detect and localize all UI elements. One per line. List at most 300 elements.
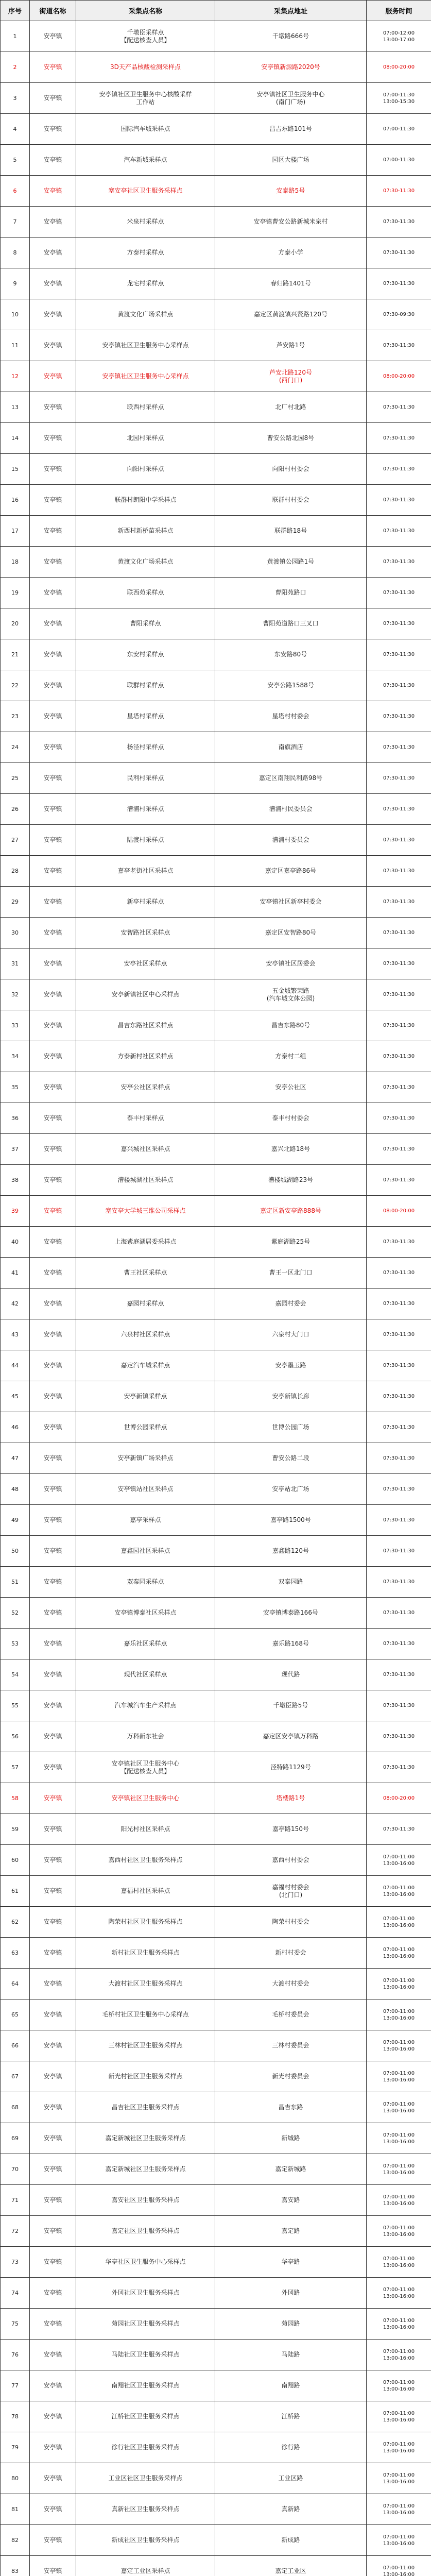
cell-street: 安亭镇 (30, 1289, 76, 1319)
cell-site-address: 嘉定新城路 (215, 2154, 367, 2185)
cell-site-address: 现代路 (215, 1659, 367, 1690)
cell-street: 安亭镇 (30, 2092, 76, 2123)
cell-site-address: 安亭镇社区居委会 (215, 948, 367, 979)
cell-street: 安亭镇 (30, 2463, 76, 2494)
table-row (1, 2401, 431, 2432)
cell-street: 安亭镇 (30, 1721, 76, 1752)
cell-index: 5 (1, 145, 30, 176)
cell-index: 17 (1, 516, 30, 547)
cell-site-name: 新光村社区卫生服务采样点 (76, 2061, 215, 2092)
header-index: 序号 (1, 1, 30, 21)
cell-service-time: 07:30-11:30 (367, 1289, 431, 1319)
cell-street: 安亭镇 (30, 1814, 76, 1845)
cell-index: 70 (1, 2154, 30, 2185)
table-row (1, 2556, 431, 2576)
cell-site-address: 曹王一区北门口 (215, 1258, 367, 1289)
header-site-name: 采集点名称 (76, 1, 215, 21)
cell-site-name: 嘉定社区卫生服务采样点 (76, 2216, 215, 2247)
cell-street: 安亭镇 (30, 2401, 76, 2432)
cell-service-time: 07:30-11:30 (367, 1659, 431, 1690)
cell-street: 安亭镇 (30, 485, 76, 516)
table-row (1, 2154, 431, 2185)
cell-site-name: 江桥社区卫生服务采样点 (76, 2401, 215, 2432)
table-row (1, 114, 431, 145)
cell-index: 82 (1, 2525, 30, 2556)
cell-site-address: 工业区路 (215, 2463, 367, 2494)
cell-index: 52 (1, 1598, 30, 1629)
cell-index: 72 (1, 2216, 30, 2247)
cell-site-address: 毛桥村委员会 (215, 1999, 367, 2030)
cell-service-time: 07:30-11:30 (367, 979, 431, 1010)
cell-street: 安亭镇 (30, 2216, 76, 2247)
table-row (1, 1443, 431, 1474)
table-row (1, 1196, 431, 1227)
cell-index: 4 (1, 114, 30, 145)
table-row (1, 1041, 431, 1072)
cell-street: 安亭镇 (30, 1319, 76, 1350)
cell-site-name: 杨泾村采样点 (76, 732, 215, 763)
cell-site-address: 安亭镇社区新亭村委会 (215, 887, 367, 918)
cell-site-address: 嘉定区南翔民利路98号 (215, 763, 367, 794)
cell-site-address: 新成路 (215, 2525, 367, 2556)
cell-service-time: 07:30-11:30 (367, 1721, 431, 1752)
table-row (1, 639, 431, 670)
cell-site-name: 安亭新镇采样点 (76, 1381, 215, 1412)
cell-site-address: 方泰小学 (215, 238, 367, 268)
cell-index: 32 (1, 979, 30, 1010)
cell-street: 安亭镇 (30, 2154, 76, 2185)
cell-site-address: 嘉定区安智路80号 (215, 918, 367, 948)
cell-site-address: 曹安公路北园8号 (215, 423, 367, 454)
table-row (1, 1598, 431, 1629)
table-row (1, 1783, 431, 1814)
cell-service-time: 08:00-20:00 (367, 1196, 431, 1227)
cell-service-time: 07:30-11:30 (367, 268, 431, 299)
cell-index: 21 (1, 639, 30, 670)
cell-index: 16 (1, 485, 30, 516)
cell-index: 66 (1, 2030, 30, 2061)
cell-service-time: 07:30-11:30 (367, 1041, 431, 1072)
cell-site-address: 五金城繁荣路 (汽车城文体公园) (215, 979, 367, 1010)
cell-service-time: 07:30-11:30 (367, 856, 431, 887)
table-row (1, 578, 431, 608)
cell-index: 10 (1, 299, 30, 330)
cell-service-time: 07:30-11:30 (367, 1227, 431, 1258)
cell-service-time: 07:00-11:00 13:00-16:00 (367, 2247, 431, 2278)
cell-service-time: 07:30-11:30 (367, 887, 431, 918)
cell-site-name: 汽车新城采样点 (76, 145, 215, 176)
cell-street: 安亭镇 (30, 856, 76, 887)
cell-site-address: 泰丰村村委会 (215, 1103, 367, 1134)
cell-street: 安亭镇 (30, 1041, 76, 1072)
cell-site-address: 双秦园路 (215, 1567, 367, 1598)
cell-site-address: 外冈路 (215, 2278, 367, 2309)
cell-index: 23 (1, 701, 30, 732)
cell-site-address: 新光村委员会 (215, 2061, 367, 2092)
header-site-address: 采集点地址 (215, 1, 367, 21)
cell-street: 安亭镇 (30, 1227, 76, 1258)
cell-site-name: 泰丰村采样点 (76, 1103, 215, 1134)
table-row (1, 1629, 431, 1659)
cell-street: 安亭镇 (30, 2185, 76, 2216)
cell-site-name: 漕浦村采样点 (76, 794, 215, 825)
table-row (1, 485, 431, 516)
cell-site-name: 大渡村社区卫生服务采样点 (76, 1969, 215, 1999)
cell-street: 安亭镇 (30, 887, 76, 918)
table-row (1, 1227, 431, 1258)
cell-site-address: 江桥路 (215, 2401, 367, 2432)
cell-site-address: 安亭镇博泰路166号 (215, 1598, 367, 1629)
cell-service-time: 07:30-11:30 (367, 238, 431, 268)
cell-service-time: 07:30-11:30 (367, 1381, 431, 1412)
table-row (1, 392, 431, 423)
cell-service-time: 07:00-11:30 (367, 145, 431, 176)
cell-service-time: 07:30-11:30 (367, 948, 431, 979)
cell-index: 30 (1, 918, 30, 948)
cell-site-address: 新村村委会 (215, 1938, 367, 1969)
cell-service-time: 07:00-11:00 13:00-16:00 (367, 2216, 431, 2247)
cell-street: 安亭镇 (30, 701, 76, 732)
cell-service-time: 07:00-11:00 13:00-16:00 (367, 1876, 431, 1907)
cell-index: 73 (1, 2247, 30, 2278)
cell-site-name: 龙宅村采样点 (76, 268, 215, 299)
cell-site-address: 泾特路1129号 (215, 1752, 367, 1783)
cell-site-address: 徐行路 (215, 2432, 367, 2463)
cell-site-name: 新西村新桥苗采样点 (76, 516, 215, 547)
cell-site-name: 徐行社区卫生服务采样点 (76, 2432, 215, 2463)
cell-service-time: 07:00-11:00 13:00-16:00 (367, 2309, 431, 2340)
cell-site-name: 北园村采样点 (76, 423, 215, 454)
cell-site-address: 嘉定路 (215, 2216, 367, 2247)
cell-site-name: 新村社区卫生服务采样点 (76, 1938, 215, 1969)
cell-service-time: 07:30-11:30 (367, 639, 431, 670)
cell-site-address: 安亭镇曹安公路新城米泉村 (215, 207, 367, 238)
cell-index: 37 (1, 1134, 30, 1165)
cell-site-name: 黄渡文化广场采样点 (76, 547, 215, 578)
table-row (1, 1381, 431, 1412)
cell-site-name: 米泉村采样点 (76, 207, 215, 238)
cell-service-time: 07:30-11:30 (367, 207, 431, 238)
cell-site-address: 昌吉东路 (215, 2092, 367, 2123)
cell-street: 安亭镇 (30, 52, 76, 83)
cell-service-time: 07:30-11:30 (367, 1814, 431, 1845)
cell-index: 24 (1, 732, 30, 763)
cell-site-name: 华亭社区卫生服务中心采样点 (76, 2247, 215, 2278)
cell-site-address: 嘉园村委会 (215, 1289, 367, 1319)
cell-index: 31 (1, 948, 30, 979)
cell-street: 安亭镇 (30, 1196, 76, 1227)
cell-index: 80 (1, 2463, 30, 2494)
cell-site-address: 嘉定区嘉亭路86号 (215, 856, 367, 887)
table-row (1, 2494, 431, 2525)
cell-service-time: 07:00-11:00 13:00-16:00 (367, 2432, 431, 2463)
cell-street: 安亭镇 (30, 176, 76, 207)
table-row (1, 207, 431, 238)
table-row (1, 1350, 431, 1381)
cell-site-address: 千墩臣路5号 (215, 1690, 367, 1721)
cell-index: 2 (1, 52, 30, 83)
cell-site-name: 昌吉社区卫生服务采样点 (76, 2092, 215, 2123)
cell-street: 安亭镇 (30, 1412, 76, 1443)
cell-service-time: 08:00-20:00 (367, 52, 431, 83)
cell-site-address: 菊园路 (215, 2309, 367, 2340)
table-row (1, 856, 431, 887)
table-row (1, 1907, 431, 1938)
cell-street: 安亭镇 (30, 207, 76, 238)
cell-street: 安亭镇 (30, 2340, 76, 2370)
cell-service-time: 07:30-11:30 (367, 330, 431, 361)
cell-street: 安亭镇 (30, 948, 76, 979)
cell-street: 安亭镇 (30, 1381, 76, 1412)
cell-site-address: 华亭路 (215, 2247, 367, 2278)
cell-street: 安亭镇 (30, 361, 76, 392)
cell-index: 8 (1, 238, 30, 268)
cell-service-time: 07:00-11:00 13:00-16:00 (367, 2463, 431, 2494)
cell-street: 安亭镇 (30, 2123, 76, 2154)
table-row (1, 1474, 431, 1505)
cell-street: 安亭镇 (30, 1072, 76, 1103)
cell-street: 安亭镇 (30, 2432, 76, 2463)
cell-site-address: 安亭镇社区卫生服务中心 (南门广场) (215, 83, 367, 114)
cell-site-name: 嘉福村社区采样点 (76, 1876, 215, 1907)
cell-site-name: 安亭镇社区卫生服务中心 (76, 1783, 215, 1814)
cell-service-time: 07:30-11:30 (367, 701, 431, 732)
cell-site-name: 千墩臣采样点 【配送核查人员】 (76, 21, 215, 52)
cell-index: 69 (1, 2123, 30, 2154)
cell-service-time: 07:00-11:00 13:00-16:00 (367, 2278, 431, 2309)
table-row (1, 1876, 431, 1907)
table-row (1, 1072, 431, 1103)
cell-service-time: 07:00-11:30 (367, 114, 431, 145)
cell-site-address: 安亭公社区 (215, 1072, 367, 1103)
cell-service-time: 07:30-11:30 (367, 547, 431, 578)
table-row (1, 145, 431, 176)
cell-index: 25 (1, 763, 30, 794)
cell-service-time: 08:00-20:00 (367, 1783, 431, 1814)
cell-index: 3 (1, 83, 30, 114)
cell-site-name: 马陆社区卫生服务采样点 (76, 2340, 215, 2370)
cell-service-time: 07:30-11:30 (367, 516, 431, 547)
table-row (1, 979, 431, 1010)
table-row (1, 2370, 431, 2401)
cell-site-name: 嘉鑫园社区采样点 (76, 1536, 215, 1567)
cell-street: 安亭镇 (30, 763, 76, 794)
cell-index: 20 (1, 608, 30, 639)
cell-site-name: 曹阳采样点 (76, 608, 215, 639)
cell-index: 29 (1, 887, 30, 918)
cell-index: 83 (1, 2556, 30, 2576)
cell-site-name: 双秦园采样点 (76, 1567, 215, 1598)
cell-street: 安亭镇 (30, 578, 76, 608)
table-row (1, 21, 431, 52)
cell-site-address: 联群路18号 (215, 516, 367, 547)
cell-street: 安亭镇 (30, 268, 76, 299)
cell-site-name: 3D天产品核酸检测采样点 (76, 52, 215, 83)
cell-site-address: 塔楼路1号 (215, 1783, 367, 1814)
cell-site-address: 嘉定区黄渡镇兴贤路120号 (215, 299, 367, 330)
cell-service-time: 07:30-11:30 (367, 794, 431, 825)
cell-service-time: 07:30-11:30 (367, 485, 431, 516)
table-row (1, 1505, 431, 1536)
table-row (1, 608, 431, 639)
cell-street: 安亭镇 (30, 1103, 76, 1134)
cell-site-name: 昌吉东路社区采样点 (76, 1010, 215, 1041)
cell-site-name: 黄渡文化广场采样点 (76, 299, 215, 330)
cell-index: 61 (1, 1876, 30, 1907)
cell-index: 43 (1, 1319, 30, 1350)
cell-site-name: 塞安亭大学城三维公司采样点 (76, 1196, 215, 1227)
cell-site-address: 嘉乐路168号 (215, 1629, 367, 1659)
cell-index: 77 (1, 2370, 30, 2401)
cell-street: 安亭镇 (30, 639, 76, 670)
table-row (1, 918, 431, 948)
cell-street: 安亭镇 (30, 2370, 76, 2401)
cell-street: 安亭镇 (30, 516, 76, 547)
cell-index: 7 (1, 207, 30, 238)
cell-street: 安亭镇 (30, 2556, 76, 2576)
cell-site-name: 曹王社区采样点 (76, 1258, 215, 1289)
table-row (1, 52, 431, 83)
cell-service-time: 07:30-11:30 (367, 1319, 431, 1350)
cell-index: 79 (1, 2432, 30, 2463)
cell-service-time: 07:30-11:30 (367, 578, 431, 608)
cell-service-time: 07:30-11:30 (367, 1103, 431, 1134)
table-row (1, 1814, 431, 1845)
cell-index: 51 (1, 1567, 30, 1598)
cell-street: 安亭镇 (30, 423, 76, 454)
cell-index: 14 (1, 423, 30, 454)
cell-site-name: 国际汽车城采样点 (76, 114, 215, 145)
cell-service-time: 07:30-11:30 (367, 423, 431, 454)
cell-street: 安亭镇 (30, 2309, 76, 2340)
cell-street: 安亭镇 (30, 238, 76, 268)
cell-index: 15 (1, 454, 30, 485)
cell-index: 54 (1, 1659, 30, 1690)
header-service-time: 服务时间 (367, 1, 431, 21)
cell-street: 安亭镇 (30, 83, 76, 114)
cell-index: 1 (1, 21, 30, 52)
cell-site-address: 芦安北路120号 (西门口) (215, 361, 367, 392)
cell-service-time: 07:30-11:30 (367, 825, 431, 856)
cell-index: 12 (1, 361, 30, 392)
cell-street: 安亭镇 (30, 1999, 76, 2030)
cell-service-time: 07:00-11:30 13:00-15:30 (367, 83, 431, 114)
cell-index: 42 (1, 1289, 30, 1319)
cell-site-address: 安亭镇新源路2020号 (215, 52, 367, 83)
cell-service-time: 07:30-11:30 (367, 1443, 431, 1474)
cell-site-address: 安泰路5号 (215, 176, 367, 207)
cell-site-name: 嘉安社区卫生服务采样点 (76, 2185, 215, 2216)
cell-site-name: 嘉定新城社区卫生服务采样点 (76, 2123, 215, 2154)
cell-index: 68 (1, 2092, 30, 2123)
cell-site-name: 安亭新镇广场采样点 (76, 1443, 215, 1474)
cell-index: 57 (1, 1752, 30, 1783)
table-row (1, 1721, 431, 1752)
cell-site-name: 陶荣村社区卫生服务采样点 (76, 1907, 215, 1938)
table-row (1, 268, 431, 299)
cell-service-time: 07:30-11:30 (367, 392, 431, 423)
cell-street: 安亭镇 (30, 1010, 76, 1041)
table-row (1, 2340, 431, 2370)
cell-site-name: 安亭镇社区卫生服务中心核酸采样 工作站 (76, 83, 215, 114)
table-row (1, 732, 431, 763)
cell-site-name: 陆渡村采样点 (76, 825, 215, 856)
cell-street: 安亭镇 (30, 1845, 76, 1876)
cell-site-address: 园区大楼广场 (215, 145, 367, 176)
cell-street: 安亭镇 (30, 1752, 76, 1783)
cell-service-time: 07:30-11:30 (367, 454, 431, 485)
cell-street: 安亭镇 (30, 732, 76, 763)
cell-street: 安亭镇 (30, 1876, 76, 1907)
cell-index: 34 (1, 1041, 30, 1072)
cell-site-address: 大渡村村委会 (215, 1969, 367, 1999)
table-row (1, 2216, 431, 2247)
cell-site-name: 汽车城汽车生产采样点 (76, 1690, 215, 1721)
table-row (1, 361, 431, 392)
cell-site-name: 嘉园村采样点 (76, 1289, 215, 1319)
cell-service-time: 07:30-11:30 (367, 1165, 431, 1196)
table-row (1, 1289, 431, 1319)
cell-site-address: 曹安公路二段 (215, 1443, 367, 1474)
cell-service-time: 07:00-11:00 13:00-16:00 (367, 1938, 431, 1969)
cell-site-name: 六泉村社区采样点 (76, 1319, 215, 1350)
cell-index: 62 (1, 1907, 30, 1938)
cell-street: 安亭镇 (30, 918, 76, 948)
cell-index: 59 (1, 1814, 30, 1845)
cell-index: 65 (1, 1999, 30, 2030)
cell-index: 9 (1, 268, 30, 299)
cell-street: 安亭镇 (30, 1443, 76, 1474)
cell-service-time: 07:00-11:00 13:00-16:00 (367, 1999, 431, 2030)
cell-street: 安亭镇 (30, 1629, 76, 1659)
cell-service-time: 07:30-11:30 (367, 1752, 431, 1783)
table-row (1, 1536, 431, 1567)
cell-index: 22 (1, 670, 30, 701)
cell-service-time: 07:30-11:30 (367, 1134, 431, 1165)
table-row (1, 887, 431, 918)
cell-site-address: 漕浦村民委员会 (215, 794, 367, 825)
cell-index: 39 (1, 1196, 30, 1227)
cell-site-address: 安亭公路1588号 (215, 670, 367, 701)
cell-street: 安亭镇 (30, 547, 76, 578)
cell-street: 安亭镇 (30, 979, 76, 1010)
table-row (1, 2061, 431, 2092)
cell-site-name: 真新社区卫生服务采样点 (76, 2494, 215, 2525)
cell-street: 安亭镇 (30, 794, 76, 825)
cell-site-name: 安亭社区采样点 (76, 948, 215, 979)
cell-street: 安亭镇 (30, 299, 76, 330)
cell-site-address: 黄渡镇公园路1号 (215, 547, 367, 578)
cell-index: 71 (1, 2185, 30, 2216)
cell-street: 安亭镇 (30, 825, 76, 856)
cell-site-name: 联群村采样点 (76, 670, 215, 701)
table-row (1, 330, 431, 361)
cell-index: 41 (1, 1258, 30, 1289)
table-row (1, 763, 431, 794)
cell-service-time: 07:00-11:00 13:00-16:00 (367, 2030, 431, 2061)
cell-site-address: 东安路80号 (215, 639, 367, 670)
cell-site-address: 漕楼城湖路23号 (215, 1165, 367, 1196)
cell-street: 安亭镇 (30, 330, 76, 361)
cell-index: 40 (1, 1227, 30, 1258)
table-row (1, 701, 431, 732)
cell-site-name: 嘉亭老街社区采样点 (76, 856, 215, 887)
cell-service-time: 07:00-11:00 13:00-16:00 (367, 1969, 431, 1999)
cell-index: 27 (1, 825, 30, 856)
cell-site-name: 安亭新镇社区中心采样点 (76, 979, 215, 1010)
cell-index: 6 (1, 176, 30, 207)
cell-site-name: 菊园社区卫生服务采样点 (76, 2309, 215, 2340)
